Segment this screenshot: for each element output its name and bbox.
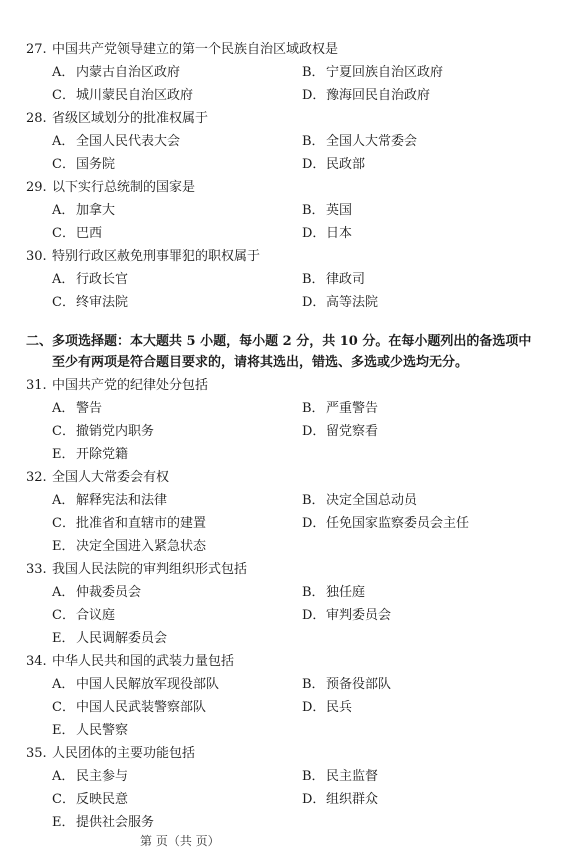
question-31: 31. 中国共产党的纪律处分包括 bbox=[26, 378, 209, 393]
option-30-c: C．终审法院 bbox=[52, 295, 129, 310]
question-30: 30. 特别行政区赦免刑事罪犯的职权属于 bbox=[26, 249, 261, 264]
option-27-a: A． 内蒙古自治区政府 bbox=[52, 65, 181, 80]
option-27-b: B．宁夏回族自治区政府 bbox=[302, 65, 444, 80]
option-28-d: D．民政部 bbox=[302, 157, 366, 172]
option-29-b: B．英国 bbox=[302, 203, 353, 218]
option-35-a: A． 民主参与 bbox=[52, 769, 129, 784]
option-34-a: A． 中国人民解放军现役部队 bbox=[52, 677, 220, 692]
option-27-d: D．豫海回民自治政府 bbox=[302, 88, 431, 103]
option-33-e: E． 人民调解委员会 bbox=[52, 631, 168, 646]
section-heading: 二、多项选择题：本大题共 5 小题，每小题 2 分，共 10 分。在每小题列出的备选项中 bbox=[26, 334, 532, 349]
question-34: 34. 中华人民共和国的武装力量包括 bbox=[26, 654, 235, 669]
question-32: 32. 全国人大常委会有权 bbox=[26, 470, 170, 485]
option-29-c: C．巴西 bbox=[52, 226, 103, 241]
question-29: 29. 以下实行总统制的国家是 bbox=[26, 180, 196, 195]
option-31-a: A． 警告 bbox=[52, 401, 103, 416]
option-27-c: C．城川蒙民自治区政府 bbox=[52, 88, 194, 103]
question-28: 28. 省级区域划分的批准权属于 bbox=[26, 111, 209, 126]
option-34-e: E． 人民警察 bbox=[52, 723, 129, 738]
question-33: 33. 我国人民法院的审判组织形式包括 bbox=[26, 562, 248, 577]
option-33-b: B．独任庭 bbox=[302, 585, 366, 600]
option-30-a: A． 行政长官 bbox=[52, 272, 129, 287]
option-32-c: C．批准省和直辖市的建置 bbox=[52, 516, 207, 531]
option-28-c: C．国务院 bbox=[52, 157, 116, 172]
option-28-b: B．全国人大常委会 bbox=[302, 134, 418, 149]
option-32-b: B．决定全国总动员 bbox=[302, 493, 418, 508]
option-35-c: C．反映民意 bbox=[52, 792, 129, 807]
option-32-a: A． 解释宪法和法律 bbox=[52, 493, 168, 508]
option-34-b: B．预备役部队 bbox=[302, 677, 392, 692]
question-35: 35. 人民团体的主要功能包括 bbox=[26, 746, 196, 761]
option-31-b: B．严重警告 bbox=[302, 401, 379, 416]
option-34-c: C．中国人民武装警察部队 bbox=[52, 700, 207, 715]
option-33-a: A． 仲裁委员会 bbox=[52, 585, 142, 600]
option-31-d: D．留党察看 bbox=[302, 424, 379, 439]
option-32-e: E． 决定全国进入紧急状态 bbox=[52, 539, 207, 554]
option-29-d: D．日本 bbox=[302, 226, 353, 241]
option-30-d: D．高等法院 bbox=[302, 295, 379, 310]
option-32-d: D．任免国家监察委员会主任 bbox=[302, 516, 470, 531]
option-35-e: E． 提供社会服务 bbox=[52, 815, 155, 830]
option-28-a: A． 全国人民代表大会 bbox=[52, 134, 181, 149]
option-35-d: D．组织群众 bbox=[302, 792, 379, 807]
option-33-c: C．合议庭 bbox=[52, 608, 116, 623]
option-33-d: D．审判委员会 bbox=[302, 608, 392, 623]
page-footer: 第 页（共 页） bbox=[140, 834, 220, 848]
option-31-e: E． 开除党籍 bbox=[52, 447, 129, 462]
option-34-d: D．民兵 bbox=[302, 700, 353, 715]
section-heading-line2: 至少有两项是符合题目要求的，请将其选出，错选、多选或少选均无分。 bbox=[52, 355, 469, 370]
question-27: 27. 中国共产党领导建立的第一个民族自治区域政权是 bbox=[26, 42, 339, 57]
option-29-a: A． 加拿大 bbox=[52, 203, 116, 218]
option-31-c: C．撤销党内职务 bbox=[52, 424, 155, 439]
option-35-b: B．民主监督 bbox=[302, 769, 379, 784]
option-30-b: B．律政司 bbox=[302, 272, 366, 287]
